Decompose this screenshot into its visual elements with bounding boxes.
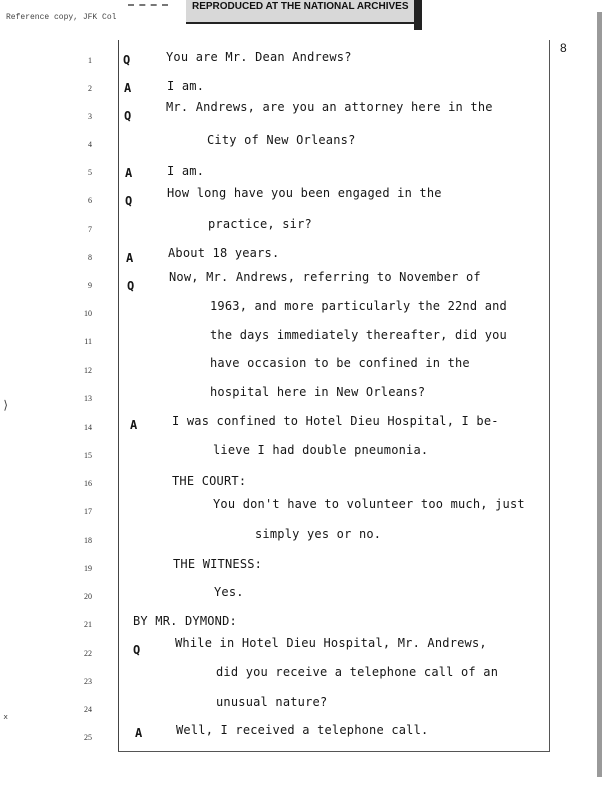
speaker-label: Q — [125, 194, 133, 208]
transcript-frame-bottom — [118, 751, 550, 752]
speaker-label: Q — [127, 279, 135, 293]
line-number: 14 — [84, 423, 92, 432]
line-number: 10 — [84, 309, 92, 318]
transcript-text: practice, sir? — [208, 217, 312, 231]
line-number: 21 — [84, 620, 92, 629]
line-number: 25 — [84, 733, 92, 742]
transcript-text: I am. — [167, 79, 205, 93]
line-number: 7 — [88, 225, 92, 234]
speaker-label: Q — [133, 643, 141, 657]
transcript-text: lieve I had double pneumonia. — [213, 443, 429, 457]
page-number: 8 — [560, 41, 567, 55]
line-number: 15 — [84, 451, 92, 460]
margin-mark: ₓ — [2, 708, 10, 722]
reference-copy-label: Reference copy, JFK Col — [6, 13, 117, 22]
line-number: 23 — [84, 677, 92, 686]
line-number: 16 — [84, 479, 92, 488]
speaker-label: A — [135, 726, 143, 740]
transcript-text: I am. — [167, 164, 205, 178]
transcript-text: While in Hotel Dieu Hospital, Mr. Andrews, — [175, 636, 487, 650]
speaker-label: A — [125, 166, 133, 180]
transcript-text: City of New Orleans? — [207, 133, 356, 147]
page-edge-shadow — [597, 12, 602, 777]
speaker-label: A — [124, 81, 132, 95]
stamp-edge-mark — [414, 0, 422, 30]
line-number: 22 — [84, 649, 92, 658]
line-number: 24 — [84, 705, 92, 714]
transcript-text: You are Mr. Dean Andrews? — [166, 50, 352, 64]
line-number: 5 — [88, 168, 92, 177]
transcript-text: did you receive a telephone call of an — [216, 665, 499, 679]
transcript-text: How long have you been engaged in the — [167, 186, 442, 200]
line-number: 11 — [84, 337, 92, 346]
line-number: 19 — [84, 564, 92, 573]
margin-mark: ⟩ — [2, 398, 10, 412]
speaker-label: Q — [124, 109, 132, 123]
transcript-text: Mr. Andrews, are you an attorney here in the — [166, 100, 493, 114]
transcript-text: THE COURT: — [172, 474, 247, 488]
transcript-text: I was confined to Hotel Dieu Hospital, I be- — [172, 414, 499, 428]
line-number: 9 — [88, 281, 92, 290]
speaker-label: Q — [123, 53, 131, 67]
transcript-text: unusual nature? — [216, 695, 328, 709]
header-dash-marks — [128, 4, 168, 6]
speaker-label: A — [126, 251, 134, 265]
transcript-text: hospital here in New Orleans? — [210, 385, 426, 399]
transcript-text: You don't have to volunteer too much, just — [213, 497, 525, 511]
transcript-text: 1963, and more particularly the 22nd and — [210, 299, 507, 313]
transcript-frame-right — [549, 40, 550, 752]
line-number: 3 — [88, 112, 92, 121]
line-number: 4 — [88, 140, 92, 149]
line-number: 12 — [84, 366, 92, 375]
line-number: 13 — [84, 394, 92, 403]
speaker-label: A — [130, 418, 138, 432]
line-number: 6 — [88, 196, 92, 205]
transcript-text: THE WITNESS: — [173, 557, 263, 571]
line-number: 20 — [84, 592, 92, 601]
transcript-text: BY MR. DYMOND: — [133, 614, 237, 628]
archives-stamp-text: REPRODUCED AT THE NATIONAL ARCHIVES — [192, 1, 409, 12]
archives-stamp — [186, 0, 414, 24]
line-number: 2 — [88, 84, 92, 93]
transcript-text: the days immediately thereafter, did you — [210, 328, 507, 342]
transcript-text: Well, I received a telephone call. — [176, 723, 429, 737]
line-number: 18 — [84, 536, 92, 545]
transcript-text: About 18 years. — [168, 246, 280, 260]
transcript-text: Now, Mr. Andrews, referring to November of — [169, 270, 481, 284]
line-number: 17 — [84, 507, 92, 516]
transcript-text: simply yes or no. — [255, 527, 382, 541]
line-number: 8 — [88, 253, 92, 262]
line-number: 1 — [88, 56, 92, 65]
transcript-text: Yes. — [214, 585, 244, 599]
transcript-text: have occasion to be confined in the — [210, 356, 470, 370]
transcript-frame-left — [118, 40, 119, 752]
